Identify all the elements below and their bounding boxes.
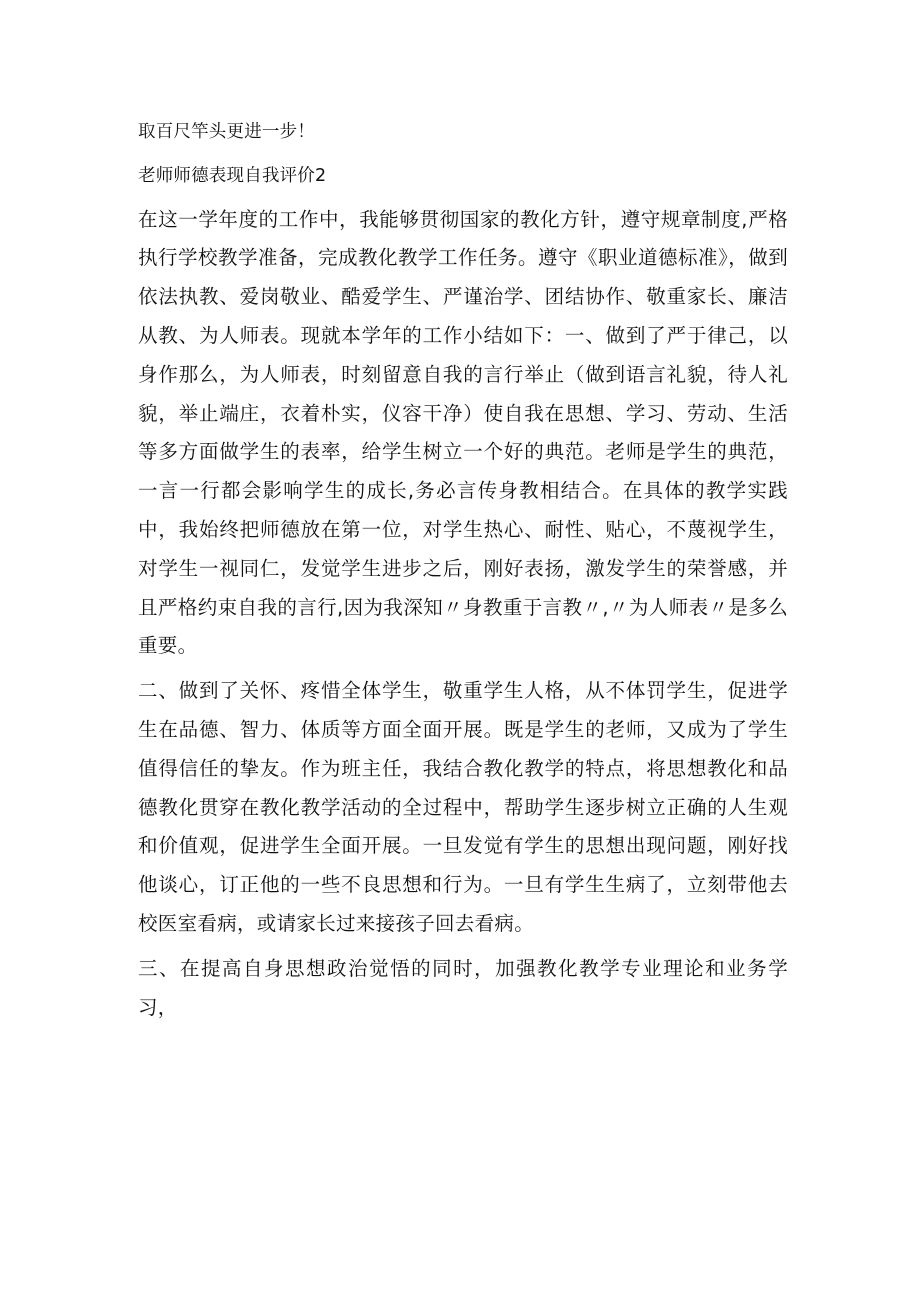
document-body xyxy=(138,113,788,1033)
paragraph-three: 三、在提高自身思想政治觉悟的同时，加强教化教学专业理论和业务学习， xyxy=(138,956,788,1019)
paragraph-intro: 在这一学年度的工作中，我能够贯彻国家的教化方针，遵守规章制度,严格执行学校教学准备，完成教化教学工作任务。遵守《职业道德标准》，做到依法执教、爱岗敬业、酷爱学生、严谨治学、团结协作、敬重家长、廉洁从教、为人师表。现就本学年的工作小结如下：一、做到了严于律己，以身作那么，为人师表，时刻留意自我的言行举止（做到语言礼貌，待人礼貌，举止端庄，衣着朴实，仪容干净）使自我在思想、学习、劳动、生活等多方面做学生的表率，给学生树立一个好的典范。老师是学生的典范，一言一行都会影响学生的成长,务必言传身教相结合。在具体的教学实践中，我始终把师德放在第一位，对学生热心、耐性、贴心，不蔑视学生，对学生一视同仁，发觉学生进步之后，刚好表扬，激发学生的荣誉感，并且严格约束自我的言行,因为我深知〃身教重于言教〃,〃为人师表〃是多么重要。 xyxy=(138,207,788,658)
paragraph-two: 二、做到了关怀、疼惜全体学生，敬重学生人格，从不体罚学生，促进学生在品德、智力、体质等方面全面开展。既是学生的老师，又成为了学生值得信任的挚友。作为班主任，我结合教化教学的特点，将思想教化和品德教化贯穿在教化教学活动的全过程中，帮助学生逐步树立正确的人生观和价值观，促进学生全面开展。一旦发觉有学生的思想出现问题，刚好找他谈心，订正他的一些不良思想和行为。一旦有学生生病了，立刻带他去校医室看病，或请家长过来接孩子回去看病。 xyxy=(138,679,788,935)
closing-line: 取百尺竿头更进一步！ xyxy=(138,122,315,142)
section-title: 老师师德表现自我评价2 xyxy=(138,165,327,186)
